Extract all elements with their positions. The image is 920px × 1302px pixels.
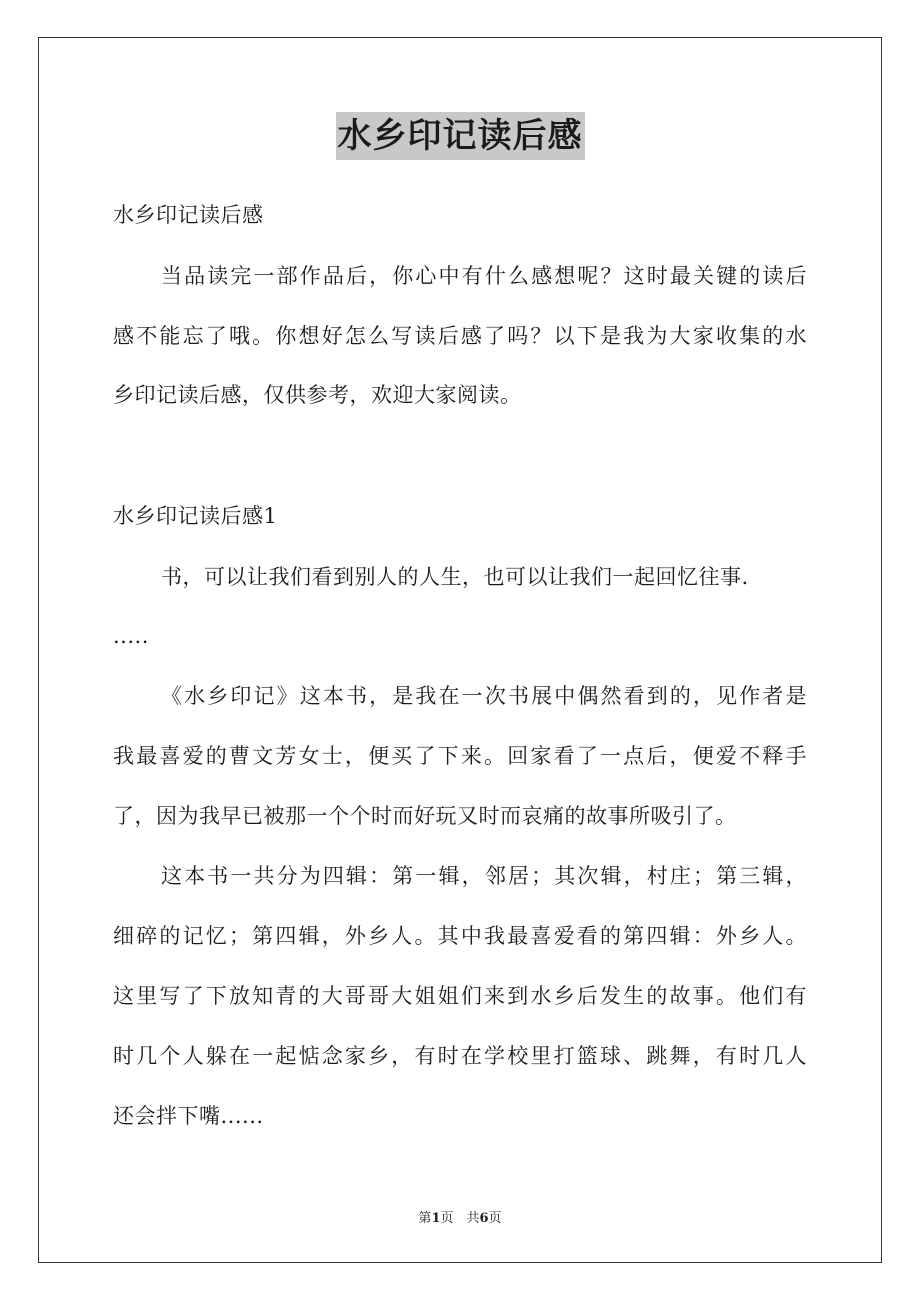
- para2-line-1: 《水乡印记》这本书，是我在一次书展中偶然看到的，见作者是: [161, 684, 807, 708]
- intro-line-3: 乡印记读后感，仅供参考，欢迎大家阅读。: [113, 383, 522, 407]
- section-heading: 水乡印记读后感: [113, 203, 264, 227]
- para3-line-5: 还会拌下嘴......: [113, 1104, 264, 1128]
- footer-prefix: 第: [418, 1211, 432, 1226]
- para2-line-2: 我最喜爱的曹文芳女士，便买了下来。回家看了一点后，便爱不释手: [113, 744, 807, 768]
- footer-current-page: 1: [431, 1211, 441, 1226]
- footer-mid: 页 共: [440, 1211, 480, 1226]
- title-container: [0, 112, 920, 160]
- intro-line-1: 当品读完一部作品后，你心中有什么感想呢？这时最关键的读后: [161, 264, 807, 288]
- document-title: 水乡印记读后感: [336, 112, 585, 160]
- footer-suffix: 页: [488, 1211, 502, 1226]
- para1-line-2: .....: [113, 624, 149, 648]
- para3-line-2: 细碎的记忆；第四辑，外乡人。其中我最喜爱看的第四辑：外乡人。: [113, 924, 807, 948]
- footer-total-pages: 6: [479, 1211, 489, 1226]
- section-heading-1: 水乡印记读后感1: [113, 504, 278, 528]
- para3-line-3: 这里写了下放知青的大哥哥大姐姐们来到水乡后发生的故事。他们有: [113, 984, 807, 1008]
- para3-line-4: 时几个人躲在一起惦念家乡，有时在学校里打篮球、跳舞，有时几人: [113, 1044, 807, 1068]
- para1-line-1: 书，可以让我们看到别人的人生，也可以让我们一起回忆往事.: [161, 565, 749, 589]
- page-footer: [0, 1207, 920, 1226]
- para3-line-1: 这本书一共分为四辑：第一辑，邻居；其次辑，村庄；第三辑，: [161, 864, 807, 888]
- para2-line-3: 了，因为我早已被那一个个时而好玩又时而哀痛的故事所吸引了。: [113, 804, 737, 828]
- intro-line-2: 感不能忘了哦。你想好怎么写读后感了吗？以下是我为大家收集的水: [113, 324, 807, 348]
